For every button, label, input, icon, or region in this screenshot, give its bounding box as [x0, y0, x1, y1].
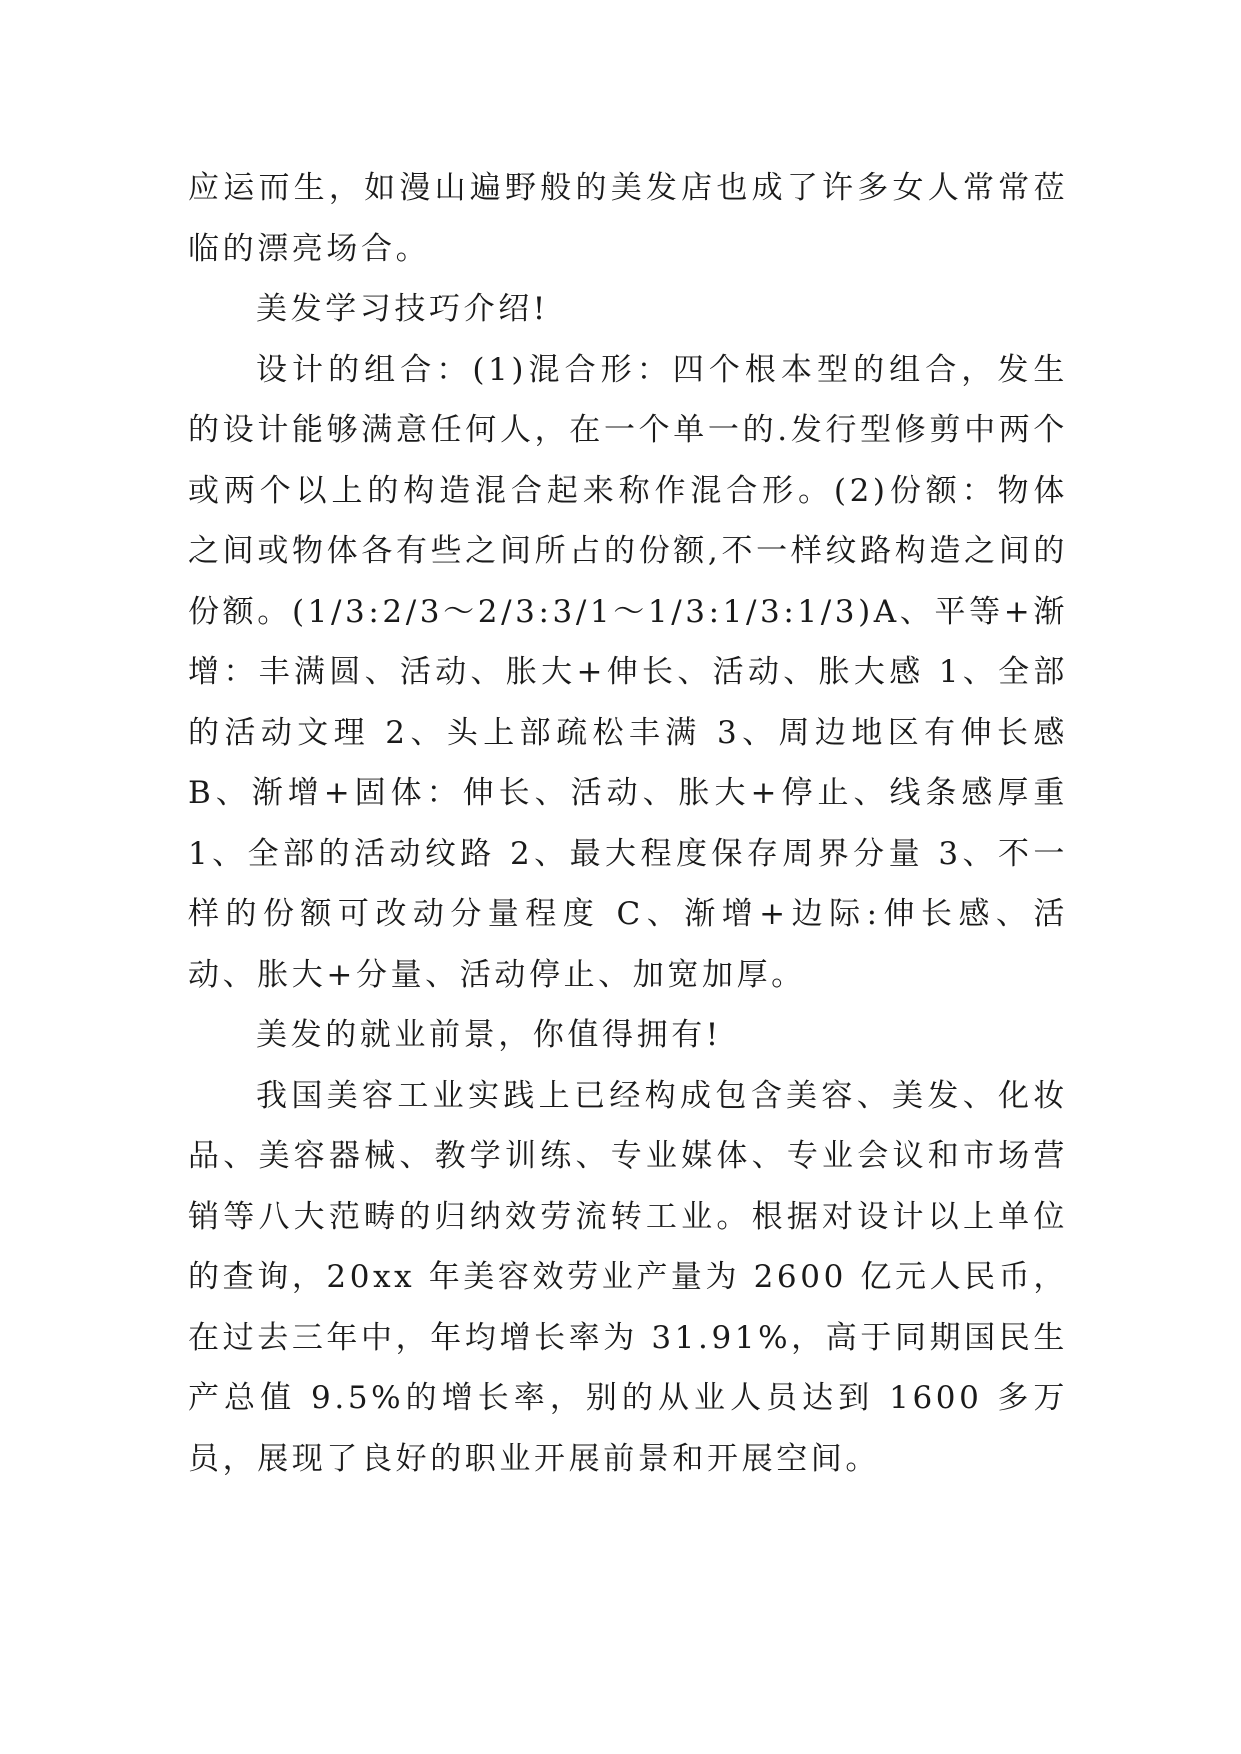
heading-hair-tips: 美发学习技巧介绍!	[256, 291, 549, 327]
paragraph-design-combination: 设计的组合：(1)混合形：四个根本型的组合，发生的设计能够满意任何人，在一个单一的.发行型修剪中两个或两个以上的构造混合起来称作混合形。(2)份额：物体之间或物体各有些之间所占的份额,不一样纹路构造之间的份额。(1/3:2/3～2/3:3/1～1/3:1/3:1/3)A、平等+渐增：丰满圆、活动、胀大+伸长、活动、胀大感 1、全部的活动文理 2、头上部疏松丰满 3、周边地区有伸长感 B、渐增+固体：伸长、活动、胀大+停止、线条感厚重 1、全部的活动纹路 2、最大程度保存周界分量 3、不一样的份额可改动分量程度 C、渐增+边际:伸长感、活动、胀大+分量、活动停止、加宽加厚。	[188, 351, 1068, 993]
paragraph-continuation: 应运而生，如漫山遍野般的美发店也成了许多女人常常莅临的漂亮场合。	[188, 170, 1068, 267]
paragraph-industry-overview: 我国美容工业实践上已经构成包含美容、美发、化妆品、美容器械、教学训练、专业媒体、专业会议和市场营销等八大范畴的归纳效劳流转工业。根据对设计以上单位的查询，20xx 年美容效劳业产量为 2600 亿元人民币，在过去三年中，年均增长率为 31.91%，高于同期国民生产总值 9.5%的增长率，别的从业人员达到 1600 多万员，展现了良好的职业开展前景和开展空间。	[188, 1077, 1068, 1477]
document-body	[188, 158, 1068, 1489]
heading-employment-prospects: 美发的就业前景，你值得拥有!	[256, 1017, 722, 1053]
